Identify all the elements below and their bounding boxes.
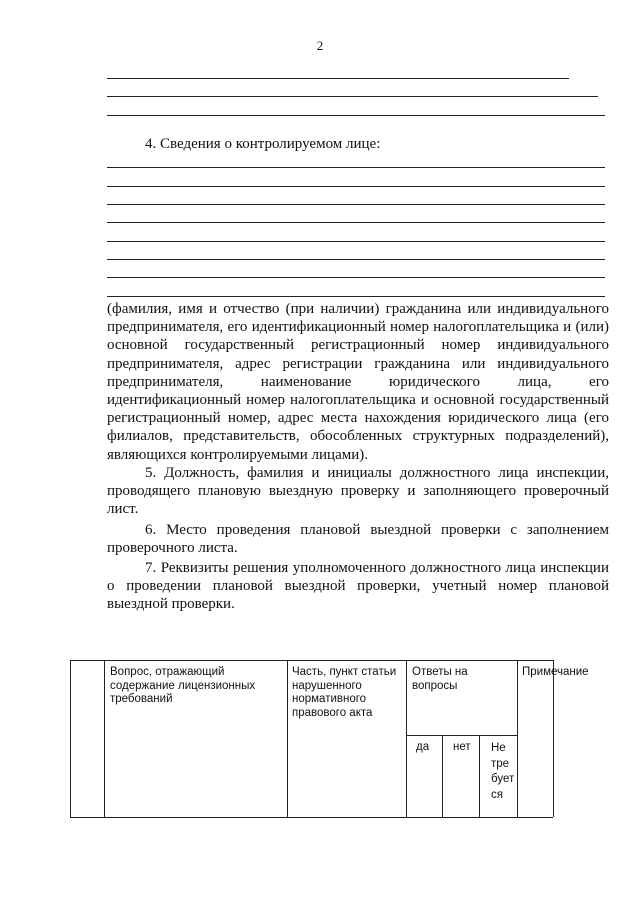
section-4-note: (фамилия, имя и отчество (при наличии) гражданина или индивидуального предпринимателя, его идентификационный номер налогоплательщика и (или) основной государственный регистрационный номер индивидуального предпринимателя, адрес регистрации гражданина или индивидуального предпринимателя, наименование юридического лица, его идентификационный номер налогоплательщика и основной государственный регистрационный номер, адрес места нахождения юридического лица (его филиалов, представительств, обособленных структурных подразделений), являющихся контролируемыми лицами). [107, 301, 609, 463]
paragraph-6: 6. Место проведения плановой выездной проверки с заполнением проверочного листа. [107, 522, 609, 557]
table-border-left [70, 660, 71, 817]
table-header-not-required: Не тре бует ся [491, 742, 515, 801]
blank-line [107, 296, 605, 297]
table-border-top [70, 660, 553, 661]
table-col-divider [406, 660, 407, 817]
blank-line [107, 277, 605, 278]
table-col-divider [479, 735, 480, 817]
blank-line [107, 259, 605, 260]
table-col-divider [287, 660, 288, 817]
blank-line [107, 204, 605, 205]
blank-line [107, 186, 605, 187]
table-answers-divider [406, 735, 517, 736]
table-header-no: нет [453, 741, 471, 753]
page-number: 2 [316, 38, 324, 53]
paragraph-5: 5. Должность, фамилия и инициалы должностного лица инспекции, проводящего плановую выездную проверку и заполняющего проверочный лист. [107, 465, 609, 518]
table-header-question: Вопрос, отражающий содержание лицензионных требований [110, 666, 256, 706]
blank-line [107, 96, 598, 97]
table-header-answers: Ответы на вопросы [412, 666, 468, 692]
table-col-divider [104, 660, 105, 817]
blank-line [107, 222, 605, 223]
blank-line [107, 241, 605, 242]
table-border-right [553, 660, 554, 817]
table-col-divider [442, 735, 443, 817]
paragraph-7: 7. Реквизиты решения уполномоченного должностного лица инспекции о проведении плановой выездной проверки, учетный номер плановой выездной проверки. [107, 560, 609, 613]
table-header-yes: да [416, 741, 430, 753]
table-header-article: Часть, пункт статьи нарушенного нормативного правового акта [292, 666, 397, 719]
table-header-note: Примечание [522, 666, 589, 678]
section-4-heading: 4. Сведения о контролируемом лице: [145, 136, 381, 152]
table-border-bottom [70, 817, 553, 818]
blank-line [107, 78, 569, 79]
blank-line [107, 167, 605, 168]
blank-line [107, 115, 605, 116]
table-col-divider [517, 660, 518, 817]
